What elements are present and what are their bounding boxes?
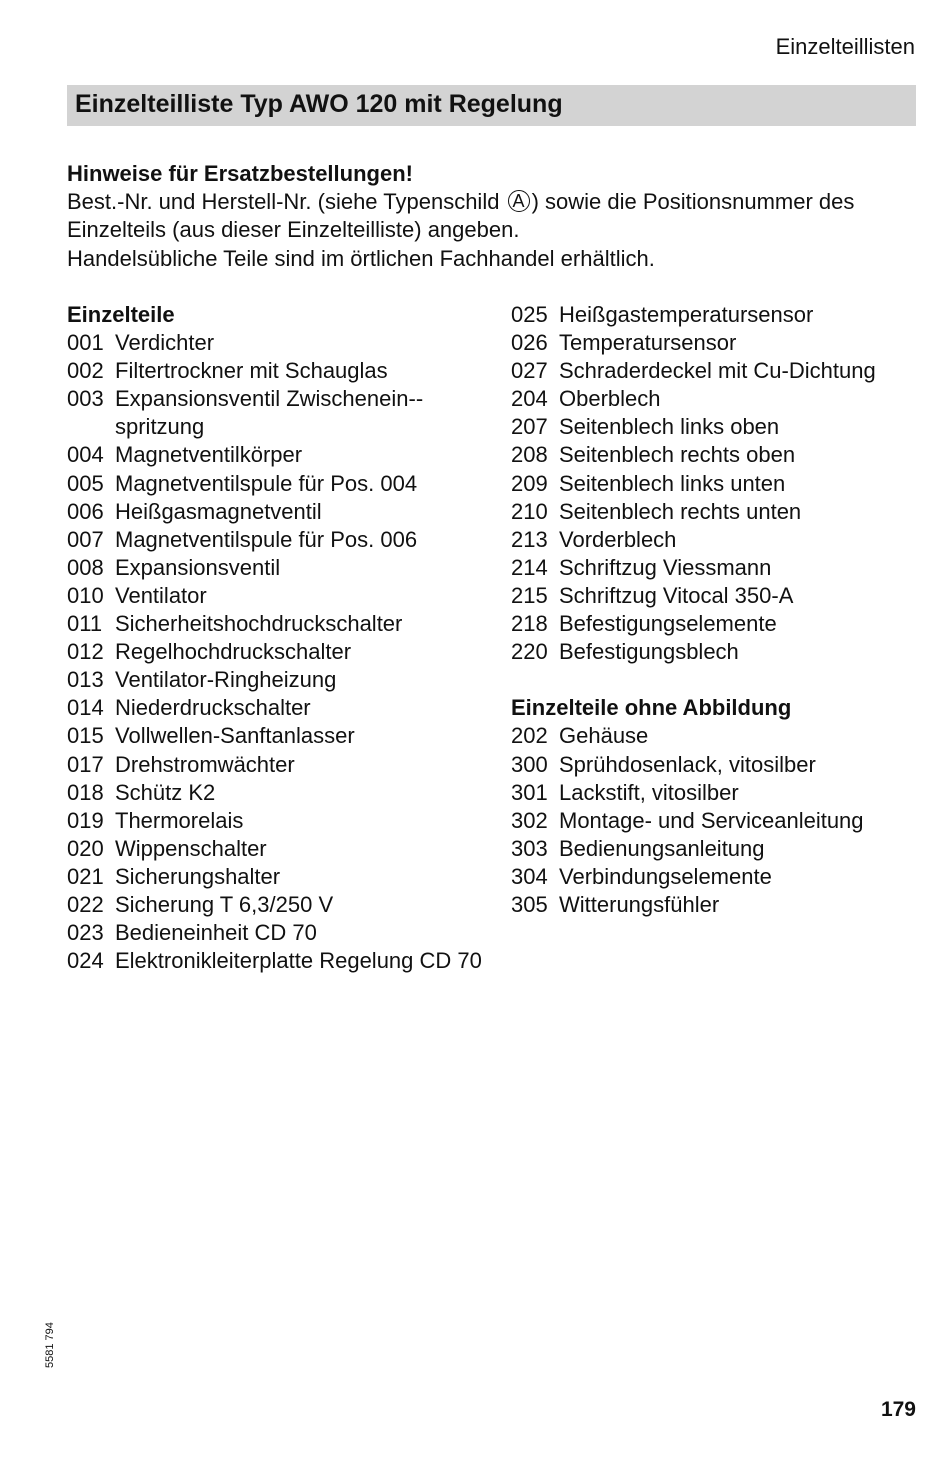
order-notes-text-start: Best.-Nr. und Herstell-Nr. (siehe Typenschild [67,189,506,215]
list-item [511,891,931,919]
part-name: Seitenblech rechts unten [559,498,802,524]
part-number: 004 [67,442,104,468]
part-name: Lackstift, vitosilber [559,779,739,805]
list-item [511,526,931,554]
list-item [67,919,487,947]
part-number: 005 [67,470,104,496]
order-notes [67,160,927,273]
part-number: 022 [67,891,104,917]
part-name: Regelhochdruckschalter [115,639,352,665]
page-number: 179 [880,1398,916,1421]
part-name: Schraderdeckel mit Cu-Dichtung [559,358,876,384]
part-number: 021 [67,863,104,889]
part-name: Seitenblech rechts oben [559,442,796,468]
order-notes-text-end: ) sowie die Positionsnummer des Einzelteils (aus dieser Einzelteilliste) angeben. [67,189,855,243]
part-number: 012 [67,639,104,665]
list-item [511,554,931,582]
part-number: 024 [67,948,104,974]
part-number: 209 [511,470,548,496]
list-item [67,582,487,610]
part-number: 302 [511,807,548,833]
list-item [67,329,487,357]
list-item [67,441,487,469]
list-item [511,301,931,329]
list-item [511,385,931,413]
part-name: Expansionsventil Zwischenein-spritzung [115,386,424,440]
part-number: 019 [67,807,104,833]
part-name: Vorderblech [559,526,677,552]
list-item [511,807,931,835]
part-number: 023 [67,920,104,946]
part-name: Wippenschalter [115,835,267,861]
part-name: Sprühdosenlack, vitosilber [559,751,816,777]
list-item [67,751,487,779]
part-number: 214 [511,554,548,580]
part-name: Befestigungselemente [559,611,777,637]
part-name: Sicherungshalter [115,863,281,889]
part-name: Magnetventilkörper [115,442,303,468]
part-number: 018 [67,779,104,805]
part-number: 210 [511,498,548,524]
list-item [511,722,931,750]
part-name: Magnetventilspule für Pos. 006 [115,526,418,552]
order-notes-text [67,188,927,244]
part-number: 027 [511,358,548,384]
part-name: Schriftzug Viessmann [559,554,772,580]
parts-list-left [67,301,487,975]
part-name: Seitenblech links unten [559,470,786,496]
part-name: Verdichter [115,330,215,356]
parts-items-right [511,301,931,666]
part-name: Drehstromwächter [115,751,295,777]
part-number: 007 [67,526,104,552]
list-item [67,694,487,722]
list-item [511,582,931,610]
part-name: Heißgastemperatursensor [559,302,814,327]
list-item [511,329,931,357]
type-plate-marker: A [508,190,530,212]
parts-heading: Einzelteile [67,302,175,327]
list-item [67,947,487,975]
part-number: 026 [511,330,548,356]
part-number: 204 [511,386,548,412]
part-name: Bedieneinheit CD 70 [115,920,317,946]
section-title-bar [67,85,916,126]
part-number: 301 [511,779,548,805]
part-name: Verbindungselemente [559,863,772,889]
list-item [511,835,931,863]
list-item [511,751,931,779]
part-name: Niederdruckschalter [115,695,311,721]
part-name: Schriftzug Vitocal 350-A [559,582,794,608]
part-number: 015 [67,723,104,749]
list-item [67,385,487,441]
document-number: 5581 794 [44,1322,56,1368]
part-name: Ventilator [115,582,207,608]
part-name: Schütz K2 [115,779,216,805]
part-name: Elektronikleiterplatte Regelung CD 70 [115,948,482,974]
part-name: Thermorelais [115,807,244,833]
list-item [67,722,487,750]
list-item [511,413,931,441]
list-item [67,779,487,807]
list-item [67,638,487,666]
part-number: 008 [67,554,104,580]
list-item [67,526,487,554]
part-number: 215 [511,582,548,608]
part-name: Befestigungsblech [559,639,739,665]
part-number: 010 [67,582,104,608]
part-name: Gehäuse [559,723,649,749]
order-notes-heading: Hinweise für Ersatzbestellungen! [67,161,413,186]
part-name: Bedienungsanleitung [559,835,765,861]
part-name: Ventilator-Ringheizung [115,667,337,693]
part-number: 003 [67,386,104,412]
list-item [67,554,487,582]
list-item [67,610,487,638]
part-name: Magnetventilspule für Pos. 004 [115,470,418,496]
part-number: 014 [67,695,104,721]
part-number: 020 [67,835,104,861]
list-item [511,638,931,666]
part-number: 013 [67,667,104,693]
part-name: Oberblech [559,386,661,412]
part-name: Expansionsventil [115,554,281,580]
part-name: Vollwellen-Sanftanlasser [115,723,355,749]
part-number: 218 [511,611,548,637]
list-item [67,891,487,919]
part-number: 207 [511,414,548,440]
parts-without-image-heading: Einzelteile ohne Abbildung [511,695,792,721]
part-number: 002 [67,358,104,384]
part-name: Temperatursensor [559,330,737,356]
part-number: 011 [67,611,103,637]
list-item [67,357,487,385]
part-number: 017 [67,751,104,777]
running-header: Einzelteillisten [775,34,915,59]
part-number: 304 [511,863,548,889]
part-name: Filtertrockner mit Schauglas [115,358,388,384]
list-item [511,441,931,469]
order-notes-retail: Handelsübliche Teile sind im örtlichen Fachhandel erhältlich. [67,245,655,271]
list-item [511,863,931,891]
part-name: Witterungsfühler [559,891,720,917]
parts-items-left [67,329,487,975]
list-item [67,498,487,526]
part-number: 305 [511,891,548,917]
list-item [67,470,487,498]
part-number: 220 [511,639,548,665]
list-item [511,470,931,498]
list-item [511,779,931,807]
part-number: 300 [511,751,548,777]
list-item [67,835,487,863]
list-item [67,807,487,835]
parts-without-image-items [511,722,931,919]
part-number: 303 [511,835,548,861]
part-number: 213 [511,526,548,552]
part-name: Sicherheitshochdruckschalter [115,611,403,637]
list-item [67,863,487,891]
list-item [511,610,931,638]
part-name: Seitenblech links oben [559,414,780,440]
part-name: Sicherung T 6,3/250 V [115,891,334,917]
part-number: 202 [511,723,548,749]
list-item [511,357,931,385]
list-item [511,498,931,526]
list-gap [511,666,931,694]
parts-list-right [511,301,931,919]
list-item [67,666,487,694]
section-title: Einzelteilliste Typ AWO 120 mit Regelung [75,90,563,118]
part-number: 208 [511,442,548,468]
part-number: 001 [67,330,104,356]
part-number: 025 [511,302,548,327]
part-name: Heißgasmagnetventil [115,498,322,524]
part-name: Montage- und Serviceanleitung [559,807,864,833]
part-number: 006 [67,498,104,524]
